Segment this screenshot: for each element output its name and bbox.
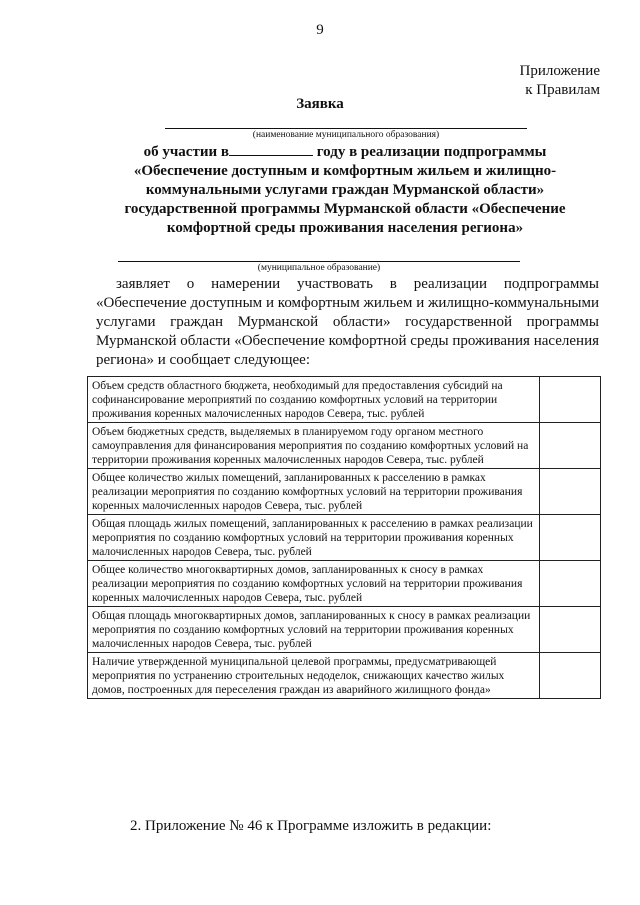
row-value-cell[interactable] [540,377,601,423]
application-table [87,376,601,699]
application-subtitle [90,143,600,238]
municipal-name-caption: (наименование муниципального образования) [252,130,440,140]
subtitle-line-3: коммунальными услугами граждан Мурманской области» [145,182,545,198]
page-number: 9 [316,22,324,38]
row-label: Общее количество жилых помещений, запланированных к расселению в рамках реализации мероприятия по созданию комфортных условий на территории проживания коренных малочисленных народов Севера, тыс. рублей [88,469,540,515]
row-label: Наличие утвержденной муниципальной целевой программы, предусматривающей мероприятия по устранению строительных недоделок, снижающих качество жилых домов, построенных для переселения граждан из аварийного жилищного фонда» [88,653,540,699]
row-value-cell[interactable] [540,423,601,469]
appendix-line-2: к Правилам [525,82,600,98]
subtitle-prefix: об участии в [143,144,229,160]
appendix-label [519,62,600,100]
declaration-paragraph: заявляет о намерении участвовать в реализации подпрограммы «Обеспечение доступным и комфортным жильем и жилищно-коммунальными услугами граждан Мурманской области» государственной программы Мурманской области «Обеспечение комфортной среды проживания населения региона» и сообщает следующее: [96,276,599,368]
appendix-line-1: Приложение [519,63,600,79]
subtitle-after-blank: году в реализации подпрограммы [316,144,547,160]
item-2-text: 2. Приложение № 46 к Программе изложить в редакции: [130,818,492,834]
subtitle-line-2: «Обеспечение доступным и комфортным жильем и жилищно- [133,163,557,179]
table-row [88,469,601,515]
row-label: Объем бюджетных средств, выделяемых в планируемом году органом местного самоуправления для финансирования мероприятия по созданию комфортных условий на территории проживания коренных малочисленных народов Севера, тыс. рублей [88,423,540,469]
municipal-name-blank-line [165,128,527,129]
table-row [88,377,601,423]
row-value-cell[interactable] [540,515,601,561]
row-value-cell[interactable] [540,561,601,607]
table-row [88,515,601,561]
row-label: Общее количество многоквартирных домов, запланированных к сносу в рамках реализации мероприятия по созданию комфортных условий на территории проживания коренных малочисленных народов Севера, тыс. рублей [88,561,540,607]
table-row [88,653,601,699]
document-title: Заявка [296,96,344,112]
row-label: Общая площадь многоквартирных домов, запланированных к сносу в рамках реализации мероприятия по созданию комфортных условий на территории проживания коренных малочисленных народов Севера, тыс. рублей [88,607,540,653]
table-row [88,561,601,607]
row-value-cell[interactable] [540,607,601,653]
subtitle-line-1 [90,143,600,162]
table-row [88,423,601,469]
subtitle-line-5: комфортной среды проживания населения региона» [166,220,524,236]
subtitle-line-4: государственной программы Мурманской области «Обеспечение [124,201,566,217]
year-blank [229,143,313,156]
municipal-caption: (муниципальное образование) [257,263,381,273]
row-label: Общая площадь жилых помещений, запланированных к расселению в рамках реализации мероприятия по созданию комфортных условий на территории проживания коренных малочисленных народов Севера, тыс. рублей [88,515,540,561]
row-label: Объем средств областного бюджета, необходимый для предоставления субсидий на софинансирование мероприятий по созданию комфортных условий на территории проживания коренных малочисленных народов Севера, тыс. рублей [88,377,540,423]
table-row [88,607,601,653]
municipal-blank-line [118,261,520,262]
row-value-cell[interactable] [540,469,601,515]
row-value-cell[interactable] [540,653,601,699]
